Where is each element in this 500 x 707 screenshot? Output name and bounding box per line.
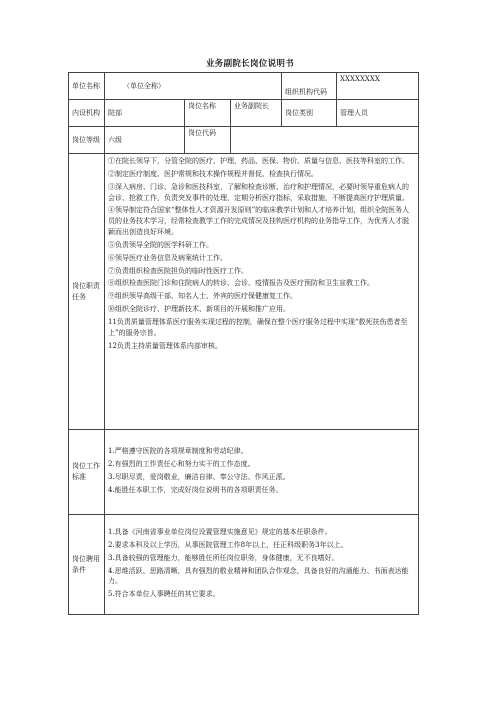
duty-item: ③深入病房、门诊、急诊和医技科室，了解和检查诊断、治疗和护理情况，必要时领导重危病人的会诊、抢救工作，负责突发事件的处理，定期分析医疗指标，采取措施，不断提高医疗护理质量。 — [108, 182, 409, 202]
post-name-value: 业务副院长 — [231, 100, 282, 127]
duty-item: ⑨组织领导高级干部、知名人士、外宾的医疗保健康复工作。 — [108, 292, 297, 301]
requirement-item: 2.要求本科及以上学历，从事医院管理工作8年以上，任正科级职务3年以上。 — [108, 540, 348, 549]
standards-label: 岗位工作标准 — [69, 430, 105, 515]
duty-item: ⑧组织检查医院门诊和住院病人的转诊、会诊、疫情报告及医疗预防和卫生宣教工作。 — [108, 279, 374, 288]
duty-item: 12负责主持质量管理体系内部审核。 — [108, 341, 222, 350]
requirement-item: 4.思维活跃、思路清晰，具有强烈的敬业精神和团队合作观念，具备良好的沟通能力、书面表达能力。 — [108, 566, 409, 586]
requirement-item: 3.具备较强的管理能力，能够胜任所任岗位职务，身体健康，无不良嗜好。 — [108, 553, 339, 562]
standard-item: 4.能胜任本职工作，完成好岗位说明书的各项职责任务。 — [108, 485, 283, 494]
duty-item: ①在院长领导下，分管全院的医疗、护理、药品、医保、物价、质量与信息、医技等科室的工作。 — [108, 157, 409, 165]
duties-label: 岗位职责任务 — [69, 154, 105, 430]
unit-name-label: 单位名称 — [69, 73, 105, 100]
duty-item: ④领导制定符合国家“整体性人才资源开发原则”的临床教学计划和人才培养计划，组织全院医务人员的业务技术学习，经常检查教学工作的完成情况及挂钩医疗机构的业务指导工作，为优秀人才脱颖而出创造良好环境。 — [108, 206, 410, 237]
dept-label: 内设机构 — [69, 100, 105, 127]
requirement-item: 1.具备《河南省事业单位岗位设置管理实施意见》规定的基本任职条件。 — [108, 527, 332, 536]
requirements-list — [105, 515, 419, 615]
post-level-value: 六级 — [105, 127, 185, 154]
row-department — [69, 100, 419, 127]
standard-item: 1.严格遵守医院的各项规章制度和劳动纪律。 — [108, 447, 248, 456]
row-post-level — [69, 127, 419, 154]
standard-item: 3.尽职尽责，爱岗敬业，廉洁自律、奉公守法、作风正派。 — [108, 473, 290, 481]
post-level-label: 岗位等级 — [69, 127, 105, 154]
post-type-value: 管理人员 — [337, 100, 419, 127]
dept-value: 院部 — [105, 100, 185, 127]
row-unit-name — [69, 73, 419, 100]
duty-item: ⑥领导医疗业务信息及病案统计工作。 — [108, 253, 227, 262]
duty-item: ⑦负责组织检查医院担负的临时性医疗工作。 — [108, 266, 248, 275]
unit-name-value — [105, 73, 282, 100]
duty-item: 11负责质量管理体系医疗服务实现过程的控制，确保在整个医疗服务过程中实现“救死扶伤患者至上”的服务宗旨。 — [108, 317, 408, 337]
document-title: 业务副院长岗位说明书 — [205, 59, 294, 69]
standard-item: 2.有强烈的工作责任心和努力实干的工作态度。 — [108, 460, 255, 469]
post-code-label: 岗位代码 — [185, 127, 231, 154]
duties-list — [105, 154, 419, 430]
requirement-item: 5.符合本单位人事聘任的其它要求。 — [108, 590, 220, 599]
org-code-value: XXXXXXXX — [337, 73, 419, 100]
post-name-label: 岗位名称 — [185, 100, 231, 127]
duty-item: ⑤负责领导全院的医学科研工作。 — [108, 240, 213, 249]
standards-list — [105, 430, 419, 515]
row-duties — [69, 154, 419, 430]
duty-item: ②制定医疗制度、医护常规和技术操作规程并督促、检查执行情况。 — [108, 169, 318, 178]
org-code-label: 组织机构代码 — [282, 73, 337, 100]
duty-item: ⑩组织全院诊疗、护理新技术、新项目的开展和推广应用。 — [108, 305, 290, 314]
job-description-table — [68, 72, 419, 615]
unit-name-text: （单位全称） — [123, 81, 165, 90]
requirements-label: 岗位聘用条件 — [69, 515, 105, 615]
row-standards — [69, 430, 419, 515]
row-requirements — [69, 515, 419, 615]
post-type-label: 岗位类别 — [282, 100, 337, 127]
post-code-value — [231, 127, 419, 154]
